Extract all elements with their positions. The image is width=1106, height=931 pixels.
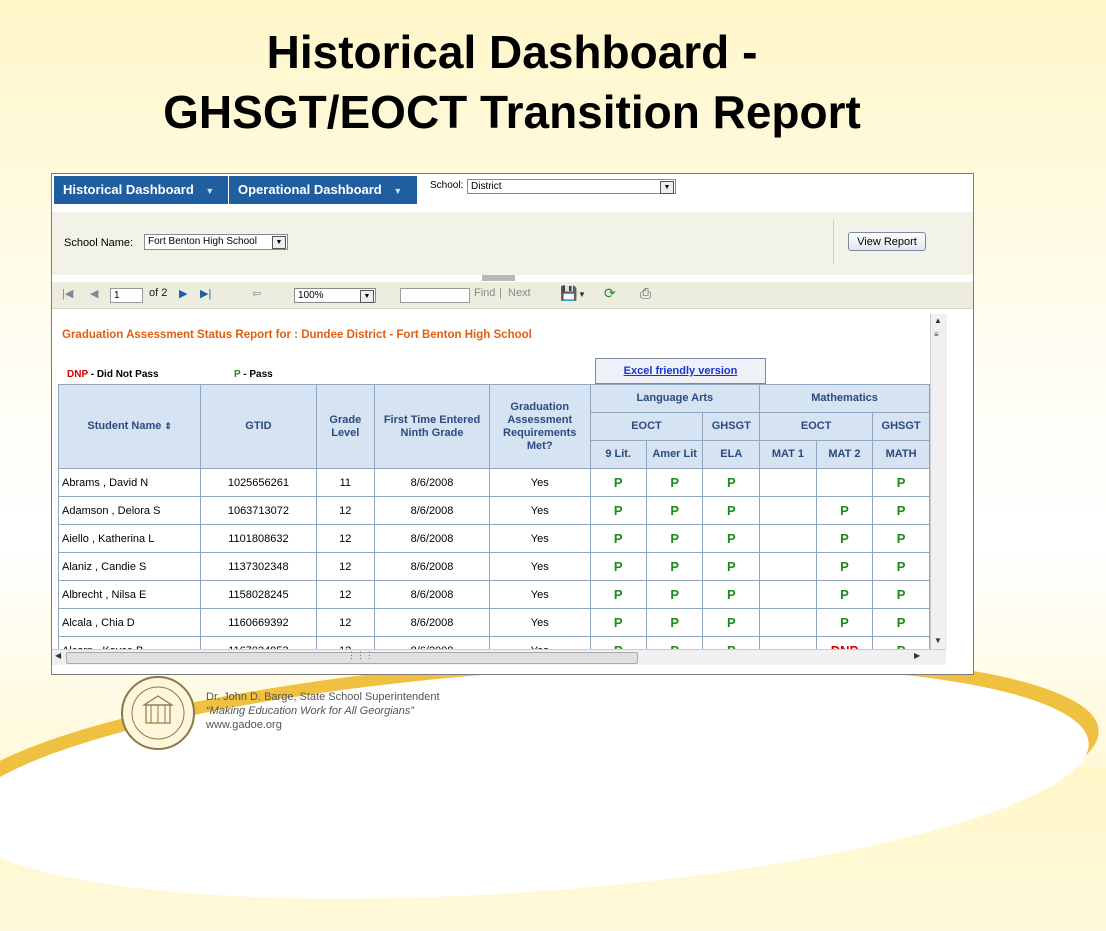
legend-dnp-code: DNP [67,369,88,380]
met-cell: Yes [489,581,590,609]
mat2-cell: P [816,525,873,553]
subgroup-header-la-eoct: EOCT [590,413,703,441]
back-to-parent-icon[interactable]: ⇦ [252,288,262,300]
historical-dashboard-tab[interactable] [54,176,228,204]
legend-pass-code: P [234,369,241,380]
website-line[interactable]: www.gadoe.org [206,719,282,731]
first-page-icon[interactable]: |◀ [62,288,74,300]
lit9-cell: P [590,553,646,581]
parameter-panel [52,212,973,275]
find-link[interactable]: Find [474,287,496,299]
student-name-cell: Alaniz , Candie S [59,553,201,581]
operational-dashboard-label: Operational Dashboard [238,182,382,197]
last-page-icon[interactable]: ▶| [200,288,212,300]
student-name-cell: Abrams , David N [59,469,201,497]
report-viewer-screenshot [51,173,974,675]
mat1-cell [760,581,816,609]
dropdown-arrow-icon: ▼ [360,290,374,303]
group-header-language-arts: Language Arts [590,385,760,413]
school-name-label: School Name: [64,237,134,249]
student-name-cell: Aiello , Katherina L [59,525,201,553]
lit9-cell: P [590,581,646,609]
mat2-cell: P [816,581,873,609]
met-cell: Yes [489,469,590,497]
math-cell: P [873,581,930,609]
grip-icon: ⋮⋮⋮ [347,650,374,660]
table-row [59,497,930,525]
operational-dashboard-tab[interactable] [229,176,417,204]
view-report-button[interactable]: View Report [848,232,926,251]
report-title: Graduation Assessment Status Report for : Dundee District - Fort Benton High School [62,329,532,341]
table-row [59,581,930,609]
school-name-value: Fort Benton High School [148,236,257,247]
legend-pass [234,369,273,380]
group-header-mathematics: Mathematics [760,385,930,413]
grip-icon: ≡ [934,330,939,339]
scroll-right-icon[interactable]: ▶ [914,651,921,660]
chevron-down-icon: ▼ [393,186,403,196]
amer-lit-cell: P [646,497,703,525]
school-name-select[interactable] [144,234,288,250]
grade-cell: 12 [316,525,375,553]
col-header-grade-level: Grade Level [316,385,375,469]
ela-cell: P [703,581,760,609]
amer-lit-cell: P [646,469,703,497]
lit9-cell: P [590,497,646,525]
legend-dnp-text: - Did Not Pass [90,369,159,380]
mat1-cell [760,553,816,581]
mat2-cell: P [816,553,873,581]
historical-dashboard-label: Historical Dashboard [63,182,194,197]
date-cell: 8/6/2008 [375,525,490,553]
motto-line: “Making Education Work for All Georgians” [206,705,415,717]
dropdown-arrow-icon: ▼ [660,181,674,194]
divider [833,220,834,264]
math-cell: P [873,469,930,497]
ela-cell: P [703,525,760,553]
legend-dnp [67,369,159,380]
footer-info [206,690,440,732]
ela-cell: P [703,553,760,581]
mat2-cell [816,469,873,497]
table-row [59,525,930,553]
scroll-thumb[interactable] [66,652,638,664]
scroll-left-icon[interactable]: ◀ [55,651,62,660]
slide-title-line2: GHSGT/EOCT Transition Report [163,86,861,138]
date-cell: 8/6/2008 [375,469,490,497]
legend-pass-text: - Pass [243,369,273,380]
grade-cell: 12 [316,581,375,609]
student-name-cell: Adamson , Delora S [59,497,201,525]
gtid-cell: 1025656261 [201,469,316,497]
col-header-ela: ELA [703,441,760,469]
col-header-student-name[interactable] [59,385,201,469]
student-name-header-label: Student Name [87,420,162,432]
met-cell: Yes [489,553,590,581]
math-cell: P [873,609,930,637]
table-row [59,469,930,497]
col-header-mat2: MAT 2 [816,441,873,469]
col-header-gtid: GTID [201,385,316,469]
vertical-scrollbar[interactable] [930,314,947,649]
page-count: of 2 [149,287,168,299]
header-row-groups [59,385,930,413]
student-name-cell: Albrecht , Nilsa E [59,581,201,609]
refresh-icon[interactable]: ⟳ [604,285,616,301]
met-cell: Yes [489,609,590,637]
mat1-cell [760,497,816,525]
mat1-cell [760,469,816,497]
report-body [52,309,930,649]
math-cell: P [873,497,930,525]
horizontal-scrollbar[interactable] [52,649,946,665]
date-cell: 8/6/2008 [375,609,490,637]
school-select[interactable] [467,179,676,194]
previous-page-icon[interactable]: ◀ [90,288,99,300]
state-seal-logo [120,675,196,751]
slide-title [0,22,1024,142]
date-cell: 8/6/2008 [375,497,490,525]
school-label: School: [430,180,464,191]
col-header-first-time: First Time Entered Ninth Grade [375,385,490,469]
ela-cell: P [703,609,760,637]
gtid-cell: 1158028245 [201,581,316,609]
gtid-cell: 1137302348 [201,553,316,581]
zoom-select[interactable] [294,288,376,303]
lit9-cell: P [590,525,646,553]
amer-lit-cell: P [646,553,703,581]
mat1-cell [760,609,816,637]
col-header-mat1: MAT 1 [760,441,816,469]
find-text-input[interactable] [400,288,470,303]
grade-cell: 12 [316,609,375,637]
date-cell: 8/6/2008 [375,581,490,609]
gtid-cell: 1063713072 [201,497,316,525]
amer-lit-cell: P [646,525,703,553]
superintendent-line: Dr. John D. Barge, State School Superintendent [206,691,440,703]
lit9-cell: P [590,609,646,637]
grade-cell: 12 [316,553,375,581]
grade-cell: 12 [316,497,375,525]
chevron-down-icon: ▼ [205,186,215,196]
gtid-cell: 1101808632 [201,525,316,553]
excel-friendly-link-box [595,358,766,384]
slide-title-line1: Historical Dashboard - [266,26,758,78]
scroll-down-icon[interactable]: ▼ [934,636,942,645]
col-header-amer-lit: Amer Lit [646,441,703,469]
date-cell: 8/6/2008 [375,553,490,581]
met-cell: Yes [489,525,590,553]
top-nav-bar [52,174,973,206]
amer-lit-cell: P [646,609,703,637]
chevron-down-icon[interactable]: ▼ [578,290,586,299]
table-row [59,609,930,637]
math-cell: P [873,553,930,581]
collapse-handle[interactable] [482,275,515,281]
grade-cell: 11 [316,469,375,497]
zoom-value: 100% [298,290,324,301]
met-cell: Yes [489,497,590,525]
subgroup-header-math-ghsgt: GHSGT [873,413,930,441]
school-select-value: District [471,181,502,192]
print-icon[interactable]: ⎙ [640,285,652,301]
next-page-icon[interactable]: ▶ [179,288,188,300]
next-link[interactable]: Next [508,287,531,299]
sort-icon[interactable]: ⇕ [164,421,172,431]
col-header-math: MATH [873,441,930,469]
subgroup-header-la-ghsgt: GHSGT [703,413,760,441]
report-toolbar [52,282,973,309]
lit9-cell: P [590,469,646,497]
col-header-grad-requirements: Graduation Assessment Requirements Met? [489,385,590,469]
page-number-input[interactable]: 1 [110,288,143,303]
mat2-cell: P [816,609,873,637]
dropdown-arrow-icon: ▼ [272,236,286,249]
status-table [58,384,930,665]
find-separator: | [499,287,502,299]
student-name-cell: Alcala , Chia D [59,609,201,637]
table-row [59,553,930,581]
excel-friendly-link[interactable]: Excel friendly version [623,365,738,377]
export-icon[interactable]: 💾 [560,285,578,301]
math-cell: P [873,525,930,553]
mat1-cell [760,525,816,553]
ela-cell: P [703,497,760,525]
subgroup-header-math-eoct: EOCT [760,413,873,441]
mat2-cell: P [816,497,873,525]
ela-cell: P [703,469,760,497]
gtid-cell: 1160669392 [201,609,316,637]
col-header-9-lit: 9 Lit. [590,441,646,469]
scroll-up-icon[interactable]: ▲ [934,316,942,325]
amer-lit-cell: P [646,581,703,609]
